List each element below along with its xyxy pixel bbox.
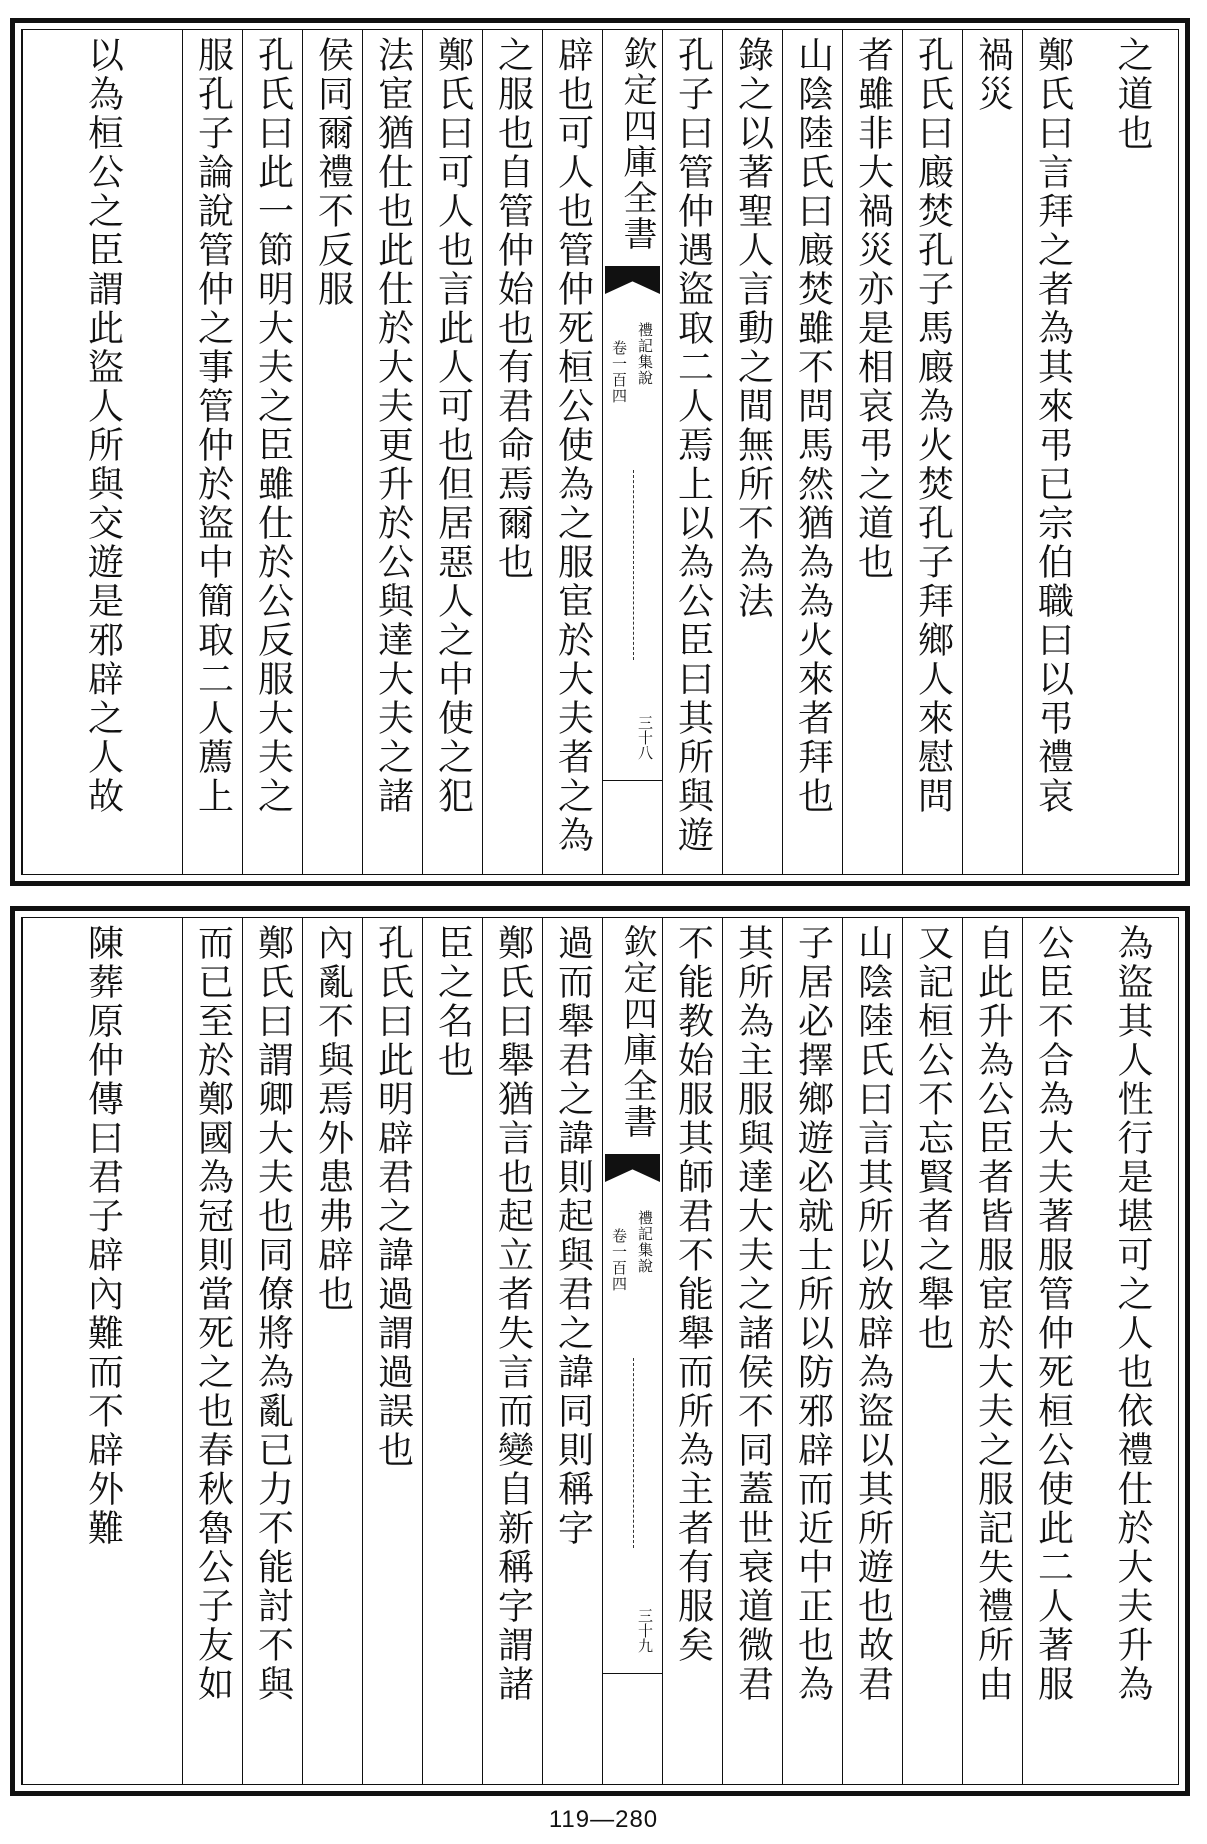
leaf-number: 三十九	[636, 1608, 654, 1653]
text-column: 者雖非大禍災亦是相哀弔之道也	[842, 30, 902, 874]
book-title: 欽定四庫全書	[617, 924, 657, 1140]
text-column: 為盜其人性行是堪可之人也依禮仕於大夫升為	[1112, 924, 1153, 1704]
text-column: 子居必擇鄉遊必就士所以防邪辟而近中正也為	[782, 918, 842, 1784]
upper-page	[10, 18, 1190, 886]
text-column: 不能教始服其師君不能舉而所為主者有服矣	[662, 918, 722, 1784]
text-column: 臣之名也	[422, 918, 482, 1784]
text-column: 又記桓公不忘賢者之舉也	[902, 918, 962, 1784]
text-column: 陳葬原仲傳曰君子辟內難而不辟外難	[22, 918, 182, 1784]
fold-bar	[603, 780, 662, 781]
fold-rule	[633, 470, 634, 660]
text-column: 自此升為公臣者皆服宦於大夫之服記失禮所由	[962, 918, 1022, 1784]
text-column: 服孔子論說管仲之事管仲於盜中簡取二人薦上	[182, 30, 242, 874]
text-column: 孔氏曰此明辟君之諱過謂過誤也	[362, 918, 422, 1784]
text-column: 辟也可人也管仲死桓公使為之服宦於大夫者之為	[542, 30, 602, 874]
fold-bar	[603, 1673, 662, 1674]
text-column: 錄之以著聖人言動之間無所不為法	[722, 30, 782, 874]
text-column: 鄭氏曰可人也言此人可也但居惡人之中使之犯	[422, 30, 482, 874]
text-column: 山陰陸氏曰廄焚雖不問馬然猶為為火來者拜也	[782, 30, 842, 874]
text-column: 侯同爾禮不反服	[302, 30, 362, 874]
text-column: 法宦猶仕也此仕於大夫更升於公與達大夫之諸	[362, 30, 422, 874]
lower-page	[10, 906, 1190, 1796]
book-title: 欽定四庫全書	[617, 36, 657, 252]
text-column: 而已至於鄭國為冠則當死之也春秋魯公子友如	[182, 918, 242, 1784]
upper-page-frame	[21, 29, 1179, 875]
lower-page-frame	[21, 917, 1179, 1785]
text-column: 鄭氏曰謂卿大夫也同僚將為亂已力不能討不與	[242, 918, 302, 1784]
text-column: 過而舉君之諱則起與君之諱同則稱字	[542, 918, 602, 1784]
fold-rule	[633, 1358, 634, 1548]
text-column: 禍災	[962, 30, 1022, 874]
text-column: 山陰陸氏曰言其所以放辟為盜以其所遊也故君	[842, 918, 902, 1784]
collection-title: 禮記集說	[636, 1210, 654, 1274]
volume-number: 卷一百四	[610, 1228, 628, 1292]
text-column: 孔氏曰廄焚孔子馬廄為火焚孔子拜鄉人來慰問	[902, 30, 962, 874]
text-column: 孔子曰管仲遇盜取二人焉上以為公臣曰其所與遊	[662, 30, 722, 874]
text-column: 公臣不合為大夫著服管仲死桓公使此二人著服	[1022, 918, 1082, 1784]
text-column: 其所為主服與達大夫之諸侯不同蓋世衰道微君	[722, 918, 782, 1784]
text-column: 以為桓公之臣謂此盜人所與交遊是邪辟之人故	[22, 30, 182, 874]
text-column: 之服也自管仲始也有君命焉爾也	[482, 30, 542, 874]
text-column: 鄭氏曰言拜之者為其來弔已宗伯職曰以弔禮哀	[1022, 30, 1082, 874]
collection-title: 禮記集說	[636, 322, 654, 386]
leaf-number: 三十八	[636, 715, 654, 760]
page-number: 119—280	[548, 1806, 659, 1833]
volume-number: 卷一百四	[610, 340, 628, 404]
text-column: 之道也	[1112, 36, 1153, 153]
text-column: 內亂不與焉外患弗辟也	[302, 918, 362, 1784]
text-column: 鄭氏曰舉猶言也起立者失言而變自新稱字謂諸	[482, 918, 542, 1784]
center-fold-margin	[602, 918, 662, 1784]
fishtail-mark	[605, 1154, 660, 1182]
center-fold-margin	[602, 30, 662, 874]
fishtail-mark	[605, 266, 660, 294]
text-column: 孔氏曰此一節明大夫之臣雖仕於公反服大夫之	[242, 30, 302, 874]
